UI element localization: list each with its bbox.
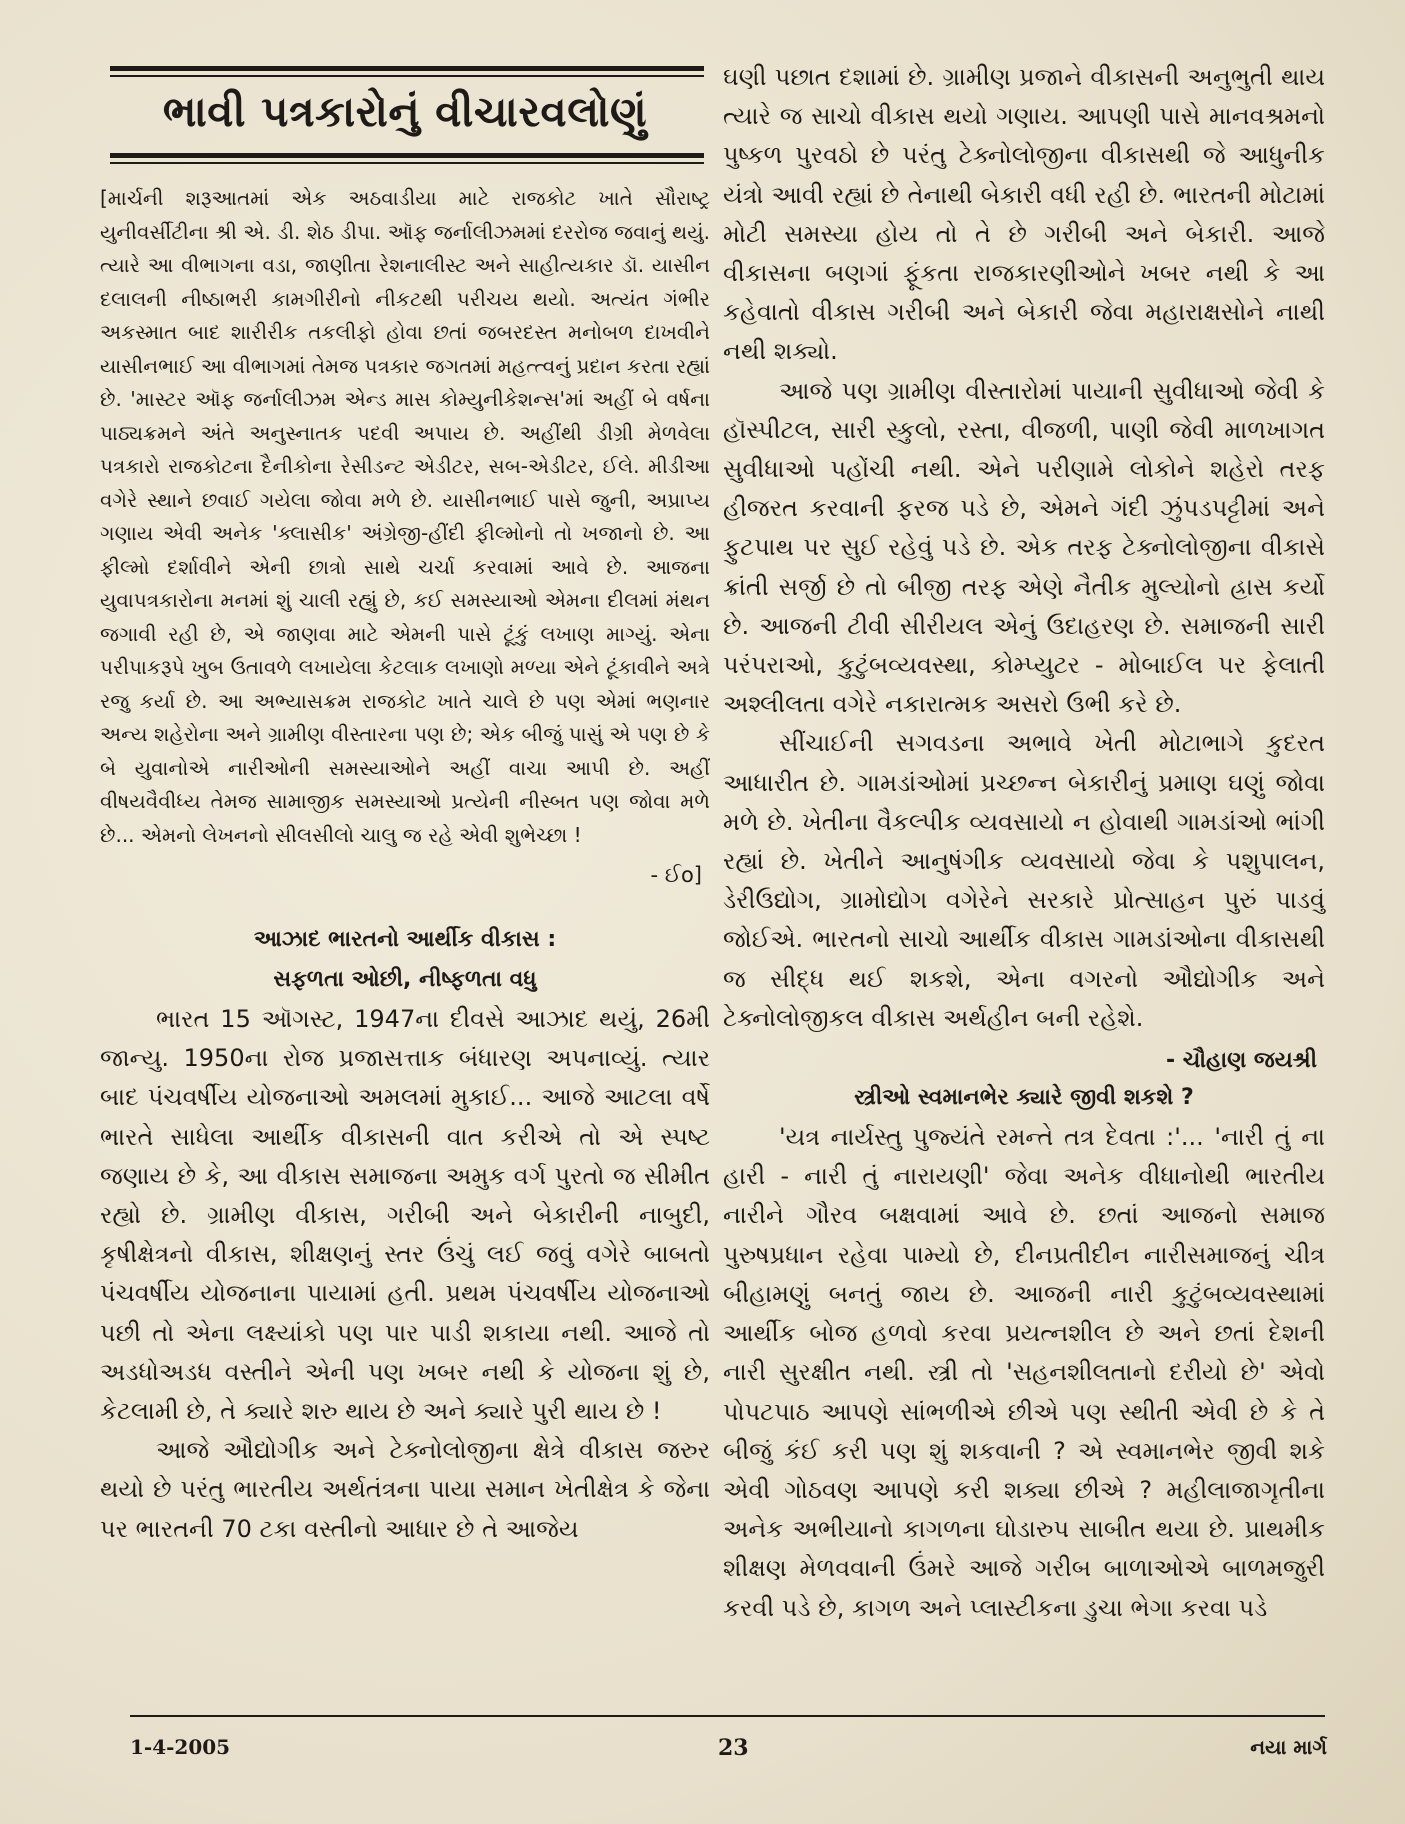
headline-bottom-rule: [110, 153, 704, 158]
headline-bottom-thin-rule: [110, 162, 704, 164]
page-number: 23: [718, 1735, 749, 1761]
article1-paragraph-1: ભારત 15 ઑગસ્ટ, 1947ના દીવસે આઝાદ થયું, 26મી જાન્યુ. 1950ના રોજ પ્રજાસત્તાક બંધારણ અપનાવ્યું. ત્યાર બાદ પંચવર્ષીય યોજનાઓ અમલમાં મુકાઈ... આજે આટલા વર્ષે ભારતે સાધેલા આર્થીક વીકાસની વાત કરીએ તો એ સ્પષ્ટ જણાય છે કે, આ વીકાસ સમાજના અમુક વર્ગ પુરતો જ સીમીત રહ્યો છે. ગ્રામીણ વીકાસ, ગરીબી અને બેકારીની નાબુદી, કૃષીક્ષેત્રનો વીકાસ, શીક્ષણનું સ્તર ઉંચું લઈ જવું વગેરે બાબતો પંચવર્ષીય યોજનાના પાયામાં હતી. પ્રથમ પંચવર્ષીય યોજનાઓ પછી તો એના લક્ષ્યાંકો પણ પાર પાડી શકાયા નથી. આજે તો અડધોઅડધ વસ્તીને એની પણ ખબર નથી કે યોજના શું છે, કેટલામી છે, તે ક્યારે શરુ થાય છે અને ક્યારે પુરી થાય છે !: [100, 1005, 710, 1426]
article1-heading-line2: સફળતા ઓછી, નીષ્ફળતા વધુ: [273, 967, 537, 992]
issue-date: 1-4-2005: [130, 1735, 231, 1759]
article1-paragraph-5: સીંચાઈની સગવડના અભાવે ખેતી મોટાભાગે કુદરત આધારીત છે. ગામડાંઓમાં પ્રચ્છન્ન બેકારીનું પ્રમાણ ઘણું જોવા મળે છે. ખેતીના વૈકલ્પીક વ્યવસાયો ન હોવાથી ગામડાંઓ ભાંગી રહ્યાં છે. ખેતીને આનુષંગીક વ્યવસાયો જેવા કે પશુપાલન, ડેરીઉદ્યોગ, ગ્રામોદ્યોગ વગેરેને સરકારે પ્રોત્સાહન પુરું પાડવું જોઈએ. ભારતનો સાચો આર્થીક વીકાસ ગામડાંઓના વીકાસથી જ સીદ્ધ થઈ શકશે, એના વગરનો ઔદ્યોગીક અને ટેક્નોલોજીકલ વીકાસ અર્થહીન બની રહેશે.: [723, 729, 1325, 1032]
right-column: [723, 58, 1325, 1628]
magazine-name: નયા માર્ગ: [1250, 1735, 1327, 1759]
intro-signature: - ઈo]: [650, 863, 702, 887]
article1-heading-line1: આઝાદ ભારતનો આર્થીક વીકાસ :: [253, 927, 557, 952]
article1-paragraph-3: ઘણી પછાત દશામાં છે. ગ્રામીણ પ્રજાને વીકાસની અનુભુતી થાય ત્યારે જ સાચો વીકાસ થયો ગણાય. આપણી પાસે માનવશ્રમનો પુષ્કળ પુરવઠો છે પરંતુ ટેક્નોલોજીના વીકાસથી જે આધુનીક યંત્રો આવી રહ્યાં છે તેનાથી બેકારી વધી રહી છે. ભારતની મોટામાં મોટી સમસ્યા હોય તો તે છે ગરીબી અને બેકારી. આજે વીકાસના બણગાં ફૂંકતા રાજકારણીઓને ખબર નથી કે આ કહેવાતો વીકાસ ગરીબી અને બેકારી જેવા મહારાક્ષસોને નાથી નથી શક્યો.: [723, 63, 1325, 366]
article1-author: - ચૌહાણ જયશ્રી: [1166, 1048, 1317, 1074]
article2-heading: સ્ત્રીઓ સ્વમાનભેર ક્યારે જીવી શકશે ?: [854, 1085, 1194, 1111]
left-column: [100, 58, 710, 1549]
article1-paragraph-2: આજે ઔદ્યોગીક અને ટેક્નોલોજીના ક્ષેત્રે વીકાસ જરુર થયો છે પરંતુ ભારતીય અર્થતંત્રના પાયા સમાન ખેતીક્ષેત્ર કે જેના પર ભારતની 70 ટકા વસ્તીનો આધાર છે તે આજેય: [100, 1436, 710, 1543]
article2-paragraph-1: 'યત્ર નાર્યસ્તુ પુજ્યંતે રમન્તે તત્ર દેવતા :'... 'નારી તું ના હારી - નારી તું નારાયણી' જેવા અનેક વીધાનોથી ભારતીય નારીને ગૌરવ બક્ષવામાં આવે છે. છતાં આજનો સમાજ પુરુષપ્રધાન રહેવા પામ્યો છે, દીનપ્રતીદીન નારીસમાજનું ચીત્ર બીહામણું બનતું જાય છે. આજની નારી કુટુંબવ્યવસ્થામાં આર્થીક બોજ હળવો કરવા પ્રયત્નશીલ છે અને છતાં દેશની નારી સુરક્ષીત નથી. સ્ત્રી તો 'સહનશીલતાનો દરીયો છે' એવો પોપટપાઠ આપણે સાંભળીએ છીએ પણ સ્થીતી એવી છે કે તે બીજું કંઈ કરી પણ શું શકવાની ? એ સ્વમાનભેર જીવી શકે એવી ગોઠવણ આપણે કરી શક્યા છીએ ? મહીલાજાગૃતીના અનેક અભીયાનો કાગળના ઘોડારુપ સાબીત થયા છે. પ્રાથમીક શીક્ષણ મેળવવાની ઉંમરે આજે ગરીબ બાળાઓએ બાળમજુરી કરવી પડે છે, કાગળ અને પ્લાસ્ટીકના ડુચા ભેગા કરવા પડે: [723, 1123, 1325, 1622]
intro-paragraph: [માર્ચની શરૂઆતમાં એક અઠવાડીયા માટે રાજકોટ ખાતે સૌરાષ્ટ્ર યુનીવર્સીટીના શ્રી એ. ડી. શેઠ ડીપા. ઑફ જર્નાલીઝમમાં દરરોજ જવાનું થયું. ત્યારે આ વીભાગના વડા, જાણીતા રેશનાલીસ્ટ અને સાહીત્યકાર ડૉ. યાસીન દલાલની નીષ્ઠાભરી કામગીરીનો નીકટથી પરીચય થયો. અત્યંત ગંભીર અકસ્માત બાદ શારીરીક તકલીફો હોવા છતાં જબરદસ્ત મનોબળ દાખવીને યાસીનભાઈ આ વીભાગમાં તેમજ પત્રકાર જગતમાં મહત્ત્વનું પ્રદાન કરતા રહ્યાં છે. 'માસ્ટર ઑફ જર્નાલીઝમ એન્ડ માસ કોમ્યુનીકેશન્સ'માં અહીં બે વર્ષના પાઠ્યક્રમને અંતે અનુસ્નાતક પદવી અપાય છે. અહીંથી ડીગ્રી મેળવેલા પત્રકારો રાજકોટના દૈનીકોના રેસીડન્ટ એડીટર, સબ-એડીટર, ઈલે. મીડીઆ વગેરે સ્થાને છવાઈ ગયેલા જોવા મળે છે. યાસીનભાઈ પાસે જુની, અપ્રાપ્ય ગણાય એવી અનેક 'ક્લાસીક' અંગ્રેજી-હીંદી ફીલ્મોનો તો ખજાનો છે. આ ફીલ્મો દર્શાવીને એની છાત્રો સાથે ચર્ચા કરવામાં આવે છે. આજના યુવાપત્રકારોના મનમાં શું ચાલી રહ્યું છે, કઈ સમસ્યાઓ એમના દીલમાં મંથન જગાવી રહી છે, એ જાણવા માટે એમની પાસે ટૂંકું લખાણ માગ્યું. એના પરીપાકરૂપે ખુબ ઉતાવળે લખાયેલા કેટલાક લખાણો મળ્યા એને ટૂંકાવીને અત્રે રજુ કર્યા છે. આ અભ્યાસક્રમ રાજકોટ ખાતે ચાલે છે પણ એમાં ભણનાર અન્ય શહેરોના અને ગ્રામીણ વીસ્તારના પણ છે; એક બીજું પાસું એ પણ છે કે બે યુવાનોએ નારીઓની સમસ્યાઓને અહીં વાચા આપી છે. અહીં વીષયવૈવીધ્ય તેમજ સામાજીક સમસ્યાઓ પ્રત્યેની નીસ્બત પણ જોવા મળે છે... એમનો લેખનનો સીલસીલો ચાલુ જ રહે એવી શુભેચ્છા !: [100, 186, 710, 847]
headline-top-rule: [110, 66, 704, 71]
headline-top-thin-rule: [110, 75, 704, 77]
page-headline: ભાવી પત્રકારોનું વીચારવલોણું: [162, 87, 648, 136]
article1-paragraph-4: આજે પણ ગ્રામીણ વીસ્તારોમાં પાયાની સુવીધાઓ જેવી કે હૉસ્પીટલ, સારી સ્કુલો, રસ્તા, વીજળી, પાણી જેવી માળખાગત સુવીધાઓ પહોંચી નથી. એને પરીણામે લોકોને શહેરો તરફ હીજરત કરવાની ફરજ પડે છે, એમને ગંદી ઝુંપડપટ્ટીમાં અને ફુટપાથ પર સુઈ રહેવું પડે છે. એક તરફ ટેક્નોલોજીના વીકાસે ક્રાંતી સર્જી છે તો બીજી તરફ એણે નૈતીક મુલ્યોનો હ્રાસ કર્યો છે. આજની ટીવી સીરીયલ એનું ઉદાહરણ છે. સમાજની સારી પરંપરાઓ, કુટુંબવ્યવસ્થા, કોમ્પ્યુટર - મોબાઈલ પર ફેલાતી અશ્લીલતા વગેરે નકારાત્મક અસરો ઉભી કરે છે.: [723, 376, 1325, 719]
footer-rule: [130, 1715, 1325, 1717]
